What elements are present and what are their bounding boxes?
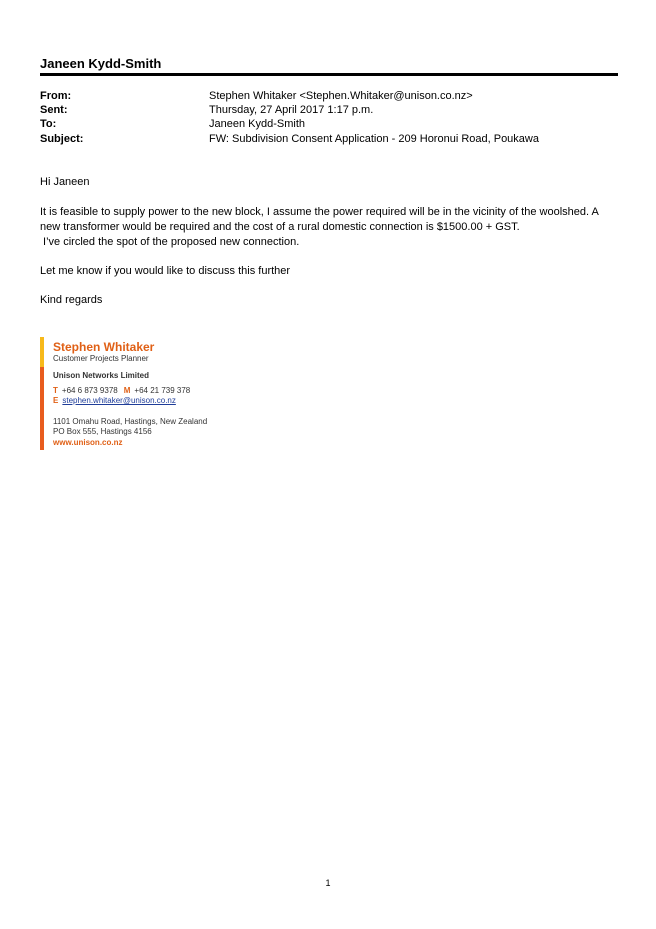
- paragraph-2-text: Let me know if you would like to discuss this further: [40, 265, 291, 277]
- signature-phone-line: [53, 386, 190, 395]
- sent-label: Sent:: [40, 104, 68, 116]
- mobile-label: M: [123, 386, 131, 395]
- signature-accent-bar-orange: [40, 367, 44, 450]
- email-greeting: [40, 175, 620, 190]
- sent-value: Thursday, 27 April 2017 1:17 p.m.: [209, 104, 374, 116]
- paragraph-1-line-2: new transformer would be required and the cost of a rural domestic connection is $1500.00 + GST.: [40, 221, 520, 233]
- title-divider: [40, 73, 618, 76]
- phone-number: +64 6 873 9378: [61, 386, 118, 395]
- mobile-number: +64 21 739 378: [134, 386, 191, 395]
- greeting-text: Hi Janeen: [40, 176, 90, 188]
- from-label: From:: [40, 90, 72, 102]
- phone-label: T: [53, 386, 58, 395]
- email-signature: [40, 337, 340, 450]
- signature-email-link[interactable]: stephen.whitaker@unison.co.nz: [62, 396, 176, 405]
- signature-role: Customer Projects Planner: [53, 354, 149, 363]
- email-paragraph-2: [40, 264, 620, 279]
- closing-text: Kind regards: [40, 294, 103, 306]
- signature-company: Unison Networks Limited: [53, 371, 150, 380]
- signature-email-line: [53, 396, 176, 405]
- paragraph-1-line-1: It is feasible to supply power to the new block, I assume the power required will be in the vicinity of the woolshed. A: [40, 206, 599, 218]
- to-value: Janeen Kydd-Smith: [209, 118, 305, 130]
- paragraph-1-line-3: I’ve circled the spot of the proposed new connection.: [40, 236, 300, 248]
- signature-name: Stephen Whitaker: [53, 340, 155, 354]
- signature-address-line-2: PO Box 555, Hastings 4156: [53, 427, 152, 436]
- signature-address-line-1: 1101 Omahu Road, Hastings, New Zealand: [53, 417, 208, 426]
- email-paragraph-1: [40, 205, 620, 250]
- from-value: Stephen Whitaker <Stephen.Whitaker@unison.co.nz>: [209, 90, 473, 102]
- signature-accent-bar-yellow: [40, 337, 44, 367]
- to-label: To:: [40, 118, 57, 130]
- subject-label: Subject:: [40, 133, 84, 145]
- subject-value: FW: Subdivision Consent Application - 209 Horonui Road, Poukawa: [209, 133, 539, 145]
- page-title: Janeen Kydd-Smith: [40, 56, 162, 71]
- signature-website-link[interactable]: www.unison.co.nz: [53, 438, 123, 447]
- page-number: 1: [325, 878, 331, 888]
- email-closing: [40, 293, 620, 308]
- email-label: E: [53, 396, 59, 405]
